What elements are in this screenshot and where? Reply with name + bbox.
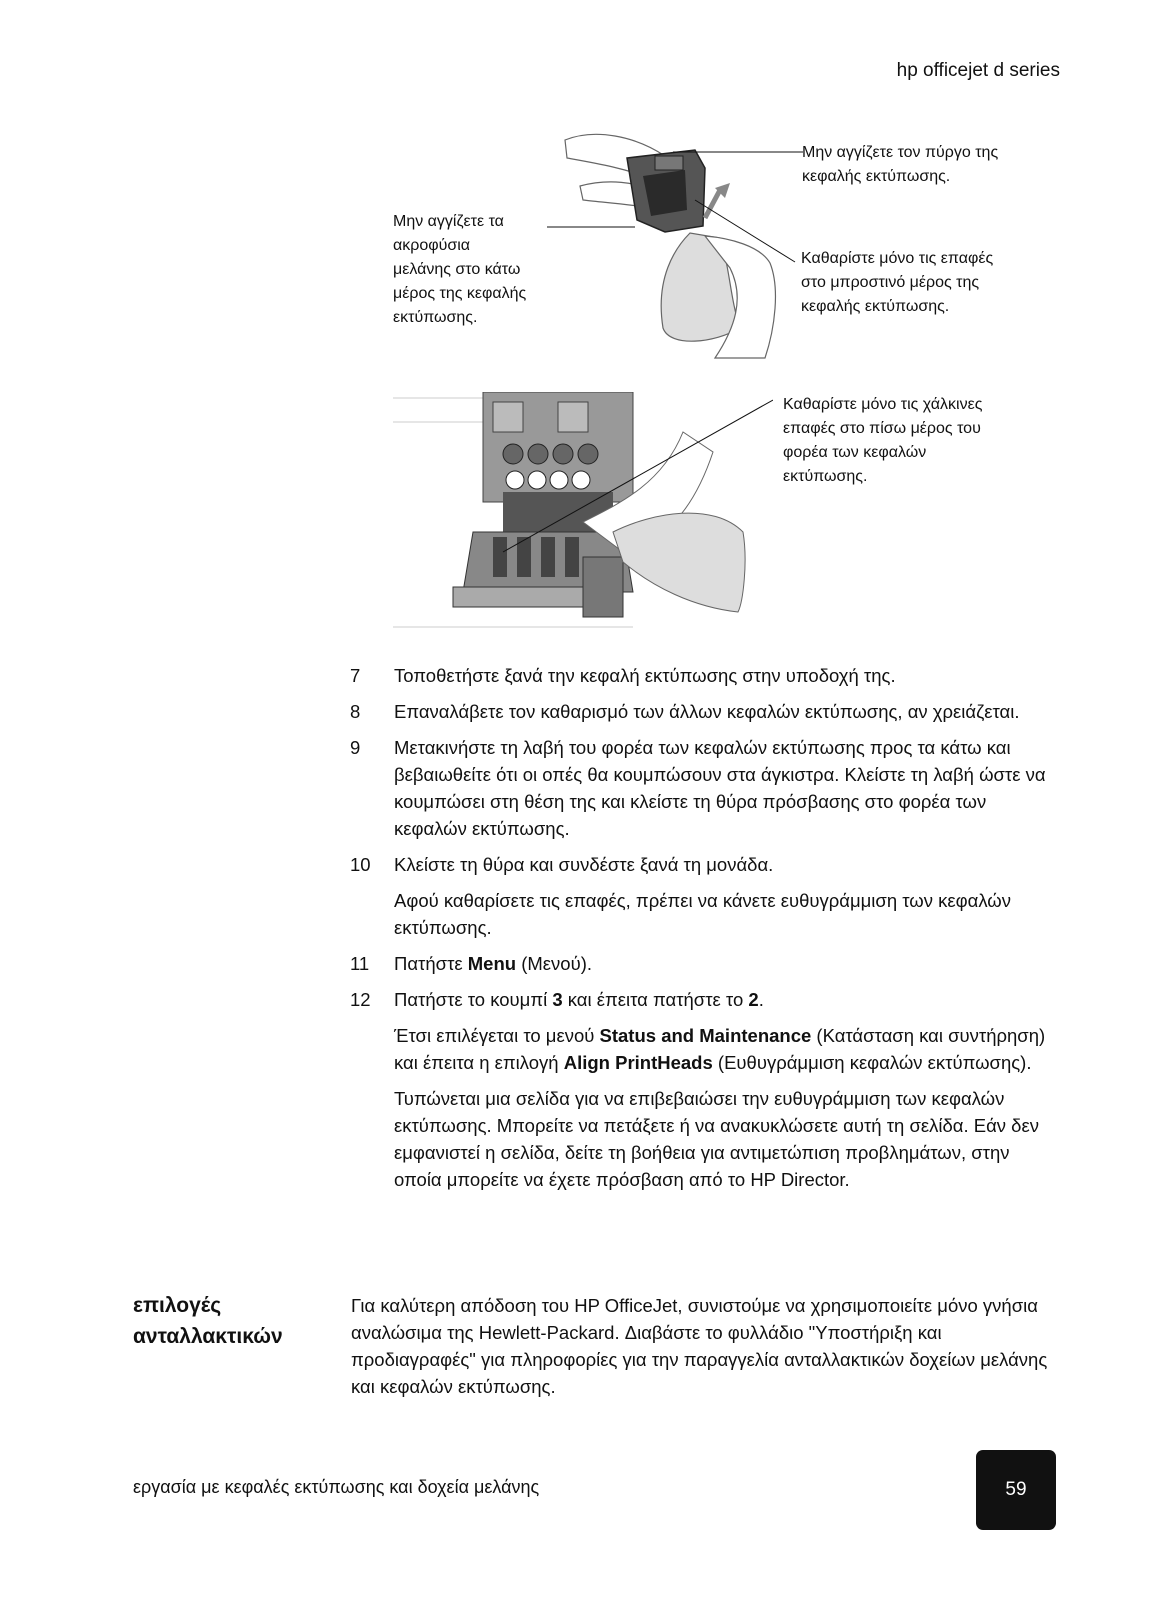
- section-heading: επιλογές ανταλλακτικών: [133, 1294, 283, 1348]
- running-header: hp officejet d series: [896, 60, 1060, 81]
- step-11: [350, 950, 1050, 977]
- step-text: Πατήστε Menu (Μενού).: [394, 953, 592, 974]
- step-text: Επαναλάβετε τον καθαρισμό των άλλων κεφαλών εκτύπωσης, αν χρειάζεται.: [394, 701, 1020, 722]
- callout-leader-lines: [545, 140, 805, 280]
- step-number: 12: [350, 989, 371, 1010]
- step-number: 9: [350, 737, 361, 758]
- step-12-note-menu: Έτσι επιλέγεται το μενού Status and Maintenance (Κατάσταση και συντήρηση) και έπειτα η επιλογή Align PrintHeads (Ευθυγράμμιση κεφαλών εκτύπωσης).: [394, 1025, 1046, 1073]
- step-12-note-alignment: Τυπώνεται μια σελίδα για να επιβεβαιώσει την ευθυγράμμιση των κεφαλών εκτύπωσης. Μπορείτε να πετάξετε ή να ανακυκλώσετε αυτή τη σελίδα. Εάν δεν εμφανιστεί η σελίδα, δείτε τη βοήθεια για αντιμετώπιση προβλημάτων, στην οποία μπορείτε να έχετε πρόσβαση από το HP Director.: [394, 1088, 1039, 1190]
- carriage-cleaning-illustration: [393, 392, 773, 642]
- step-7: [350, 662, 1050, 689]
- step-number: 7: [350, 665, 361, 686]
- step-8: [350, 698, 1050, 725]
- step-number: 11: [350, 953, 370, 974]
- footer-chapter-title: εργασία με κεφαλές εκτύπωσης και δοχεία μελάνης: [133, 1477, 540, 1497]
- step-9: [350, 734, 1050, 842]
- step-text: Κλείστε τη θύρα και συνδέστε ξανά τη μονάδα.: [394, 854, 774, 875]
- step-text: Πατήστε το κουμπί 3 και έπειτα πατήστε το 2.: [394, 989, 764, 1010]
- page-number: 59: [976, 1450, 1056, 1530]
- step-number: 8: [350, 701, 361, 722]
- step-text: Μετακινήστε τη λαβή του φορέα των κεφαλών εκτύπωσης προς τα κάτω και βεβαιωθείτε ότι οι οπές θα κουμπώσουν στα άγκιστρα. Κλείστε τη λαβή ώστε να κουμπώσει στη θέση της και κλείστε τη θύρα πρόσβασης στο φορέα των κεφαλών εκτύπωσης.: [394, 737, 1046, 839]
- instruction-steps: [350, 662, 1050, 1202]
- section-body: Για καλύτερη απόδοση του HP OfficeJet, συνιστούμε να χρησιμοποιείτε μόνο γνήσια αναλώσιμα της Hewlett-Packard. Διαβάστε το φυλλάδιο "Υποστήριξη και προδιαγραφές" για πληροφορίες για την παραγγελία ανταλλακτικών δοχείων μελάνης και κεφαλών εκτύπωσης.: [351, 1295, 1048, 1397]
- callout-front-contacts: Καθαρίστε μόνο τις επαφές στο μπροστινό μέρος της κεφαλής εκτύπωσης.: [801, 250, 994, 315]
- step-12: [350, 986, 1050, 1013]
- step-10: [350, 851, 1050, 878]
- callout-copper-contacts: Καθαρίστε μόνο τις χάλκινες επαφές στο πίσω μέρος του φορέα των κεφαλών εκτύπωσης.: [783, 396, 983, 485]
- step-10-note: Αφού καθαρίσετε τις επαφές, πρέπει να κάνετε ευθυγράμμιση των κεφαλών εκτύπωσης.: [394, 890, 1011, 938]
- callout-nozzles: Μην αγγίζετε τα ακροφύσια μελάνης στο κάτω μέρος της κεφαλής εκτύπωσης.: [393, 213, 527, 326]
- step-number: 10: [350, 854, 371, 875]
- step-text: Τοποθετήστε ξανά την κεφαλή εκτύπωσης στην υποδοχή της.: [394, 665, 896, 686]
- callout-tower: Μην αγγίζετε τον πύργο της κεφαλής εκτύπωσης.: [802, 144, 999, 185]
